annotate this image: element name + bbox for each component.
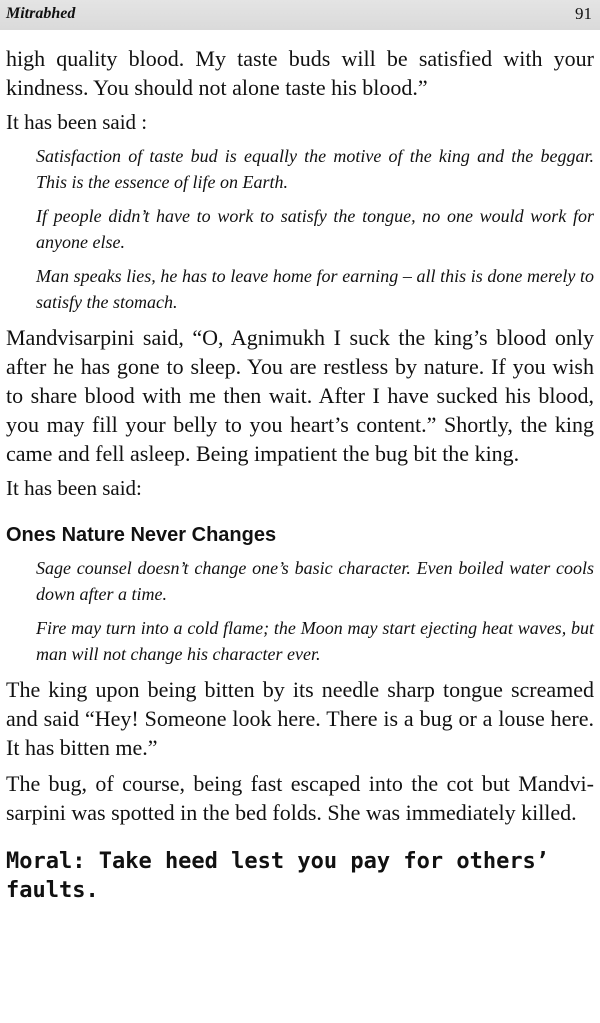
- page-number: 91: [575, 4, 592, 23]
- paragraph: high quality blood. My taste buds will be satisfied with your kindness. You should not alone taste his blood.”: [6, 46, 594, 100]
- intro-line: It has been said :: [6, 110, 148, 134]
- running-title: Mitrabhed: [6, 5, 76, 22]
- page-body: [6, 44, 594, 905]
- verse: If people didn’t have to work to satisfy the tongue, no one would work for anyone else.: [36, 206, 594, 252]
- paragraph: Mandvisarpini said, “O, Agnimukh I suck the king’s blood only after he has gone to sleep. You are restless by nature. If you wish to share blood with me then wait. After I have sucked his blood, you may fill your belly to you heart’s content.” Shortly, the king came and fell asleep. Being impatient the bug bit the king.: [6, 325, 594, 466]
- paragraph: The bug, of course, being fast escaped into the cot but Mandvi-sarpini was spotted in the bed folds. She was immediately killed.: [6, 771, 594, 825]
- verse: Man speaks lies, he has to leave home for earning – all this is done merely to satisfy the stomach.: [36, 266, 594, 312]
- page-header: [0, 0, 600, 30]
- paragraph: The king upon being bitten by its needle sharp tongue screamed and said “Hey! Someone look here. There is a bug or a louse here. It has bitten me.”: [6, 677, 594, 760]
- verse: Satisfaction of taste bud is equally the motive of the king and the beggar. This is the essence of life on Earth.: [36, 146, 594, 192]
- verse: Sage counsel doesn’t change one’s basic character. Even boiled water cools down after a time.: [36, 558, 594, 604]
- moral-line: Moral: Take heed lest you pay for others’ faults.: [6, 849, 550, 903]
- intro-line: It has been said:: [6, 476, 142, 500]
- section-heading: Ones Nature Never Changes: [6, 524, 277, 546]
- verse: Fire may turn into a cold flame; the Moon may start ejecting heat waves, but man will not change his character ever.: [36, 618, 594, 664]
